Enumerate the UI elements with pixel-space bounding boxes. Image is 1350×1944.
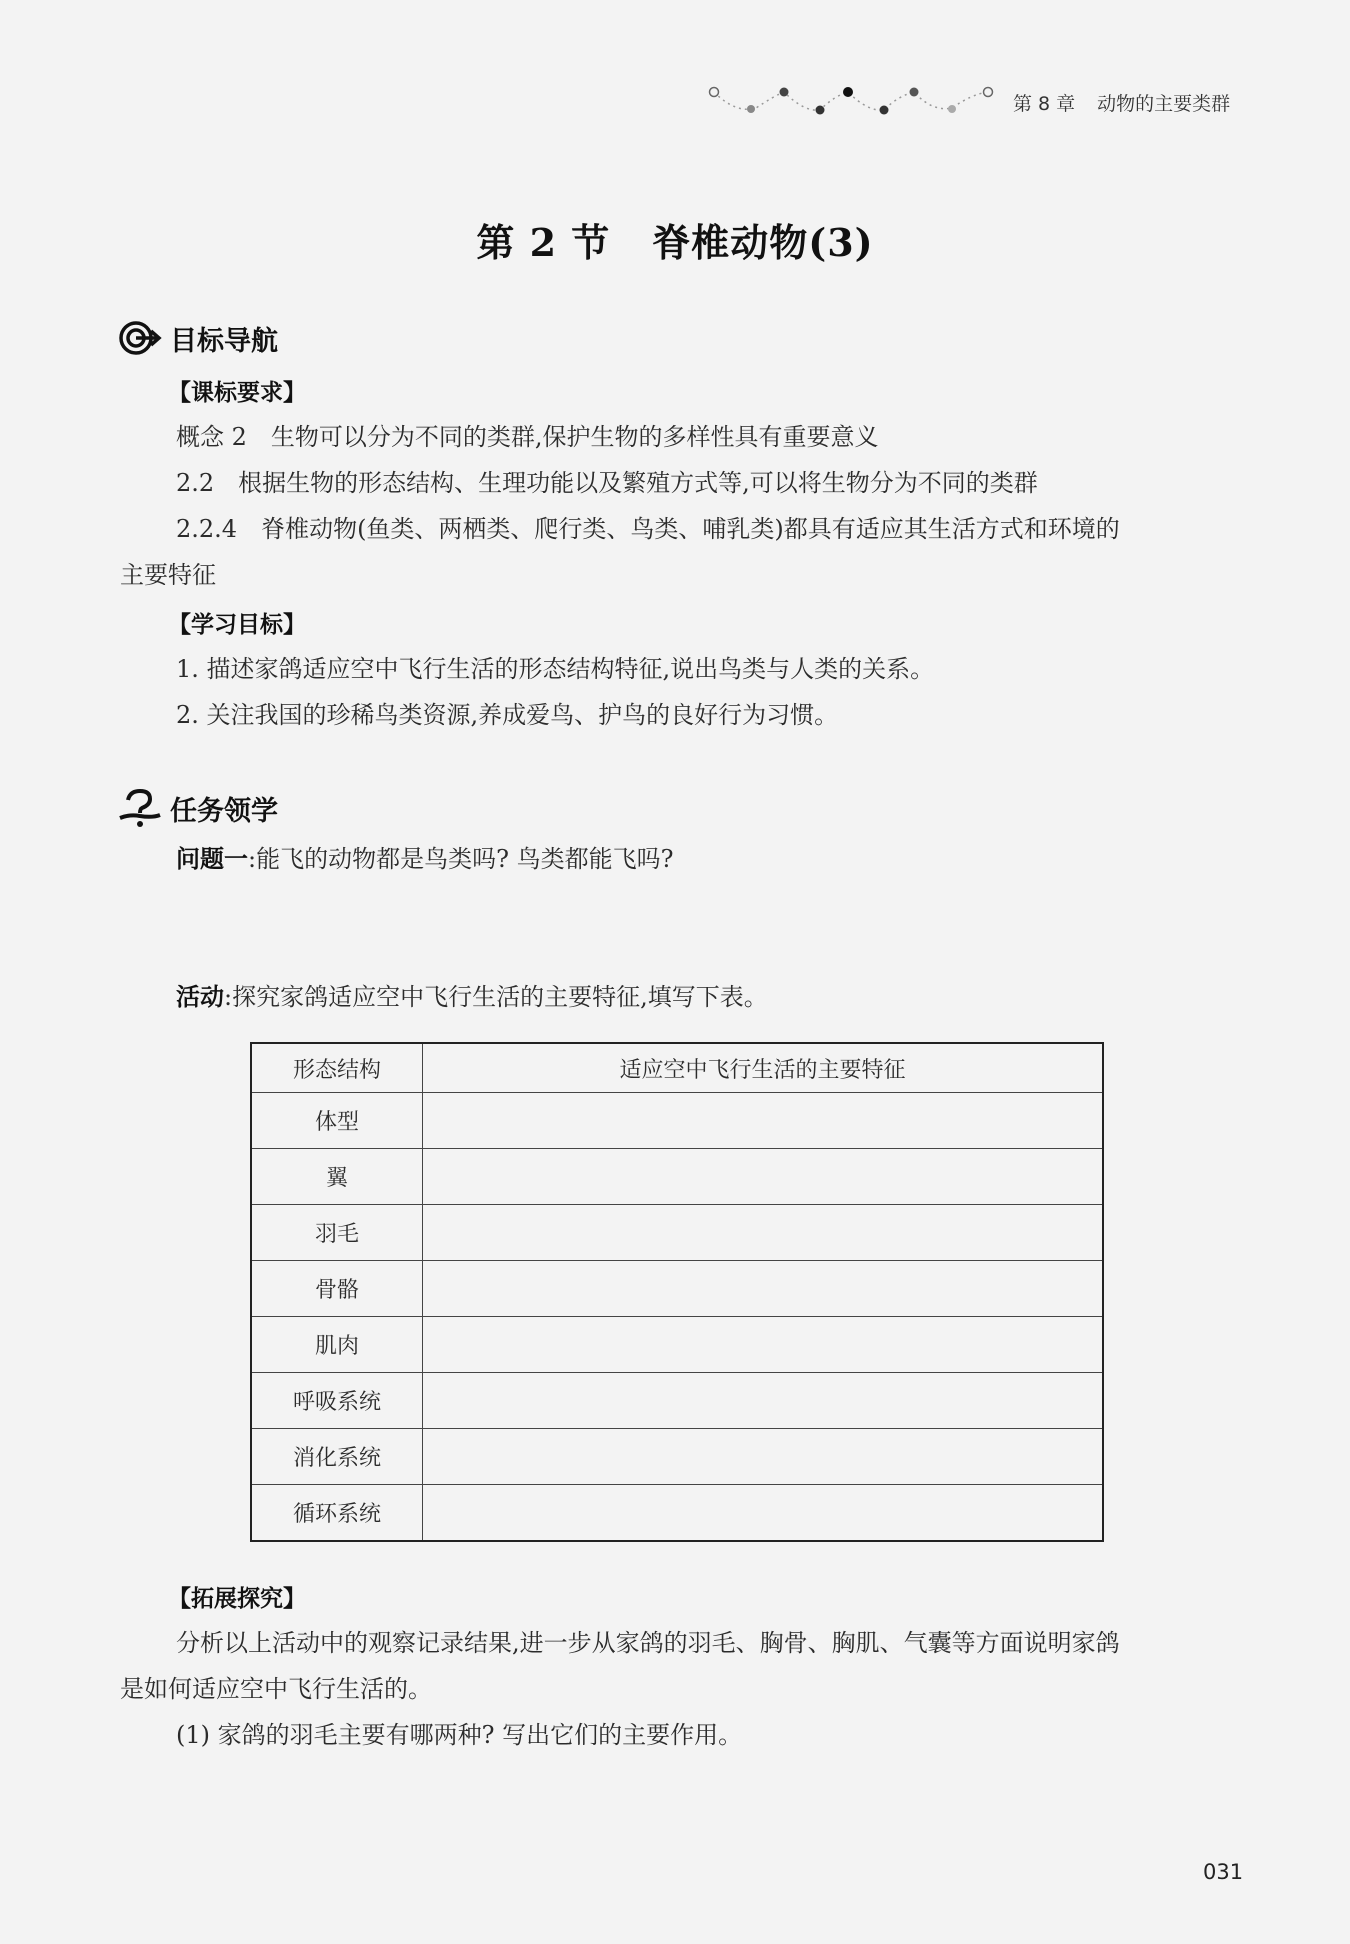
objective-item: 2. 关注我国的珍稀鸟类资源,养成爱鸟、护鸟的良好行为习惯。	[176, 701, 839, 729]
extension-label: 【拓展探究】	[168, 1586, 306, 1612]
page-header	[708, 82, 1248, 122]
column-header: 适应空中飞行生活的主要特征	[423, 1043, 1104, 1093]
page-title	[0, 212, 1350, 267]
feature-answer-cell[interactable]	[423, 1261, 1104, 1317]
objectives-label: 【学习目标】	[168, 612, 306, 638]
table-row	[251, 1373, 1103, 1429]
feature-answer-cell[interactable]	[423, 1205, 1104, 1261]
curriculum-line: 2.2.4 脊椎动物(鱼类、两栖类、爬行类、鸟类、哺乳类)都具有适应其生活方式和环境的	[176, 515, 1120, 543]
task-heading: 任务领学	[118, 788, 278, 828]
target-arrow-icon	[118, 318, 162, 358]
section-number: 第 2 节	[476, 220, 611, 265]
chapter-number: 第 8 章	[1013, 93, 1076, 115]
curriculum-line: 概念 2 生物可以分为不同的类群,保护生物的多样性具有重要意义	[176, 423, 879, 451]
extension-line: 分析以上活动中的观察记录结果,进一步从家鸽的羽毛、胸骨、胸肌、气囊等方面说明家鸽	[176, 1629, 1120, 1657]
curriculum-line: 主要特征	[120, 561, 216, 589]
activity-label: 活动	[176, 983, 224, 1011]
activity	[176, 980, 768, 1014]
feature-answer-cell[interactable]	[423, 1485, 1104, 1542]
question-hand-icon	[118, 788, 162, 828]
curriculum-label: 【课标要求】	[168, 380, 306, 406]
section-name: 脊椎动物(3)	[652, 220, 874, 265]
goal-nav-heading: 目标导航	[118, 318, 278, 358]
table-row	[251, 1429, 1103, 1485]
structure-cell: 循环系统	[251, 1485, 423, 1542]
table-row	[251, 1485, 1103, 1542]
table-header-row	[251, 1043, 1103, 1093]
column-header: 形态结构	[251, 1043, 423, 1093]
table-row	[251, 1093, 1103, 1149]
structure-cell: 消化系统	[251, 1429, 423, 1485]
question-one	[176, 842, 673, 876]
table-row	[251, 1261, 1103, 1317]
dotted-wave-ornament	[708, 82, 1008, 122]
structure-cell: 羽毛	[251, 1205, 423, 1261]
structure-cell: 体型	[251, 1093, 423, 1149]
extension-question: (1) 家鸽的羽毛主要有哪两种? 写出它们的主要作用。	[176, 1721, 743, 1749]
structure-cell: 呼吸系统	[251, 1373, 423, 1429]
feature-answer-cell[interactable]	[423, 1093, 1104, 1149]
table-row	[251, 1317, 1103, 1373]
table-row	[251, 1149, 1103, 1205]
activity-text: :探究家鸽适应空中飞行生活的主要特征,填写下表。	[224, 983, 768, 1011]
feature-answer-cell[interactable]	[423, 1373, 1104, 1429]
chapter-title: 动物的主要类群	[1097, 93, 1231, 115]
question-label: 问题一	[176, 845, 248, 873]
page-number: 031	[1203, 1860, 1244, 1884]
feature-answer-cell[interactable]	[423, 1149, 1104, 1205]
structure-cell: 翼	[251, 1149, 423, 1205]
feature-answer-cell[interactable]	[423, 1317, 1104, 1373]
curriculum-line: 2.2 根据生物的形态结构、生理功能以及繁殖方式等,可以将生物分为不同的类群	[176, 469, 1038, 497]
chapter-label	[1013, 89, 1230, 116]
objective-item: 1. 描述家鸽适应空中飞行生活的形态结构特征,说出鸟类与人类的关系。	[176, 655, 935, 683]
table-row	[251, 1205, 1103, 1261]
feature-table	[250, 1042, 1104, 1542]
extension-line: 是如何适应空中飞行生活的。	[120, 1675, 432, 1703]
feature-answer-cell[interactable]	[423, 1429, 1104, 1485]
structure-cell: 骨骼	[251, 1261, 423, 1317]
structure-cell: 肌肉	[251, 1317, 423, 1373]
question-text: :能飞的动物都是鸟类吗? 鸟类都能飞吗?	[248, 845, 674, 873]
